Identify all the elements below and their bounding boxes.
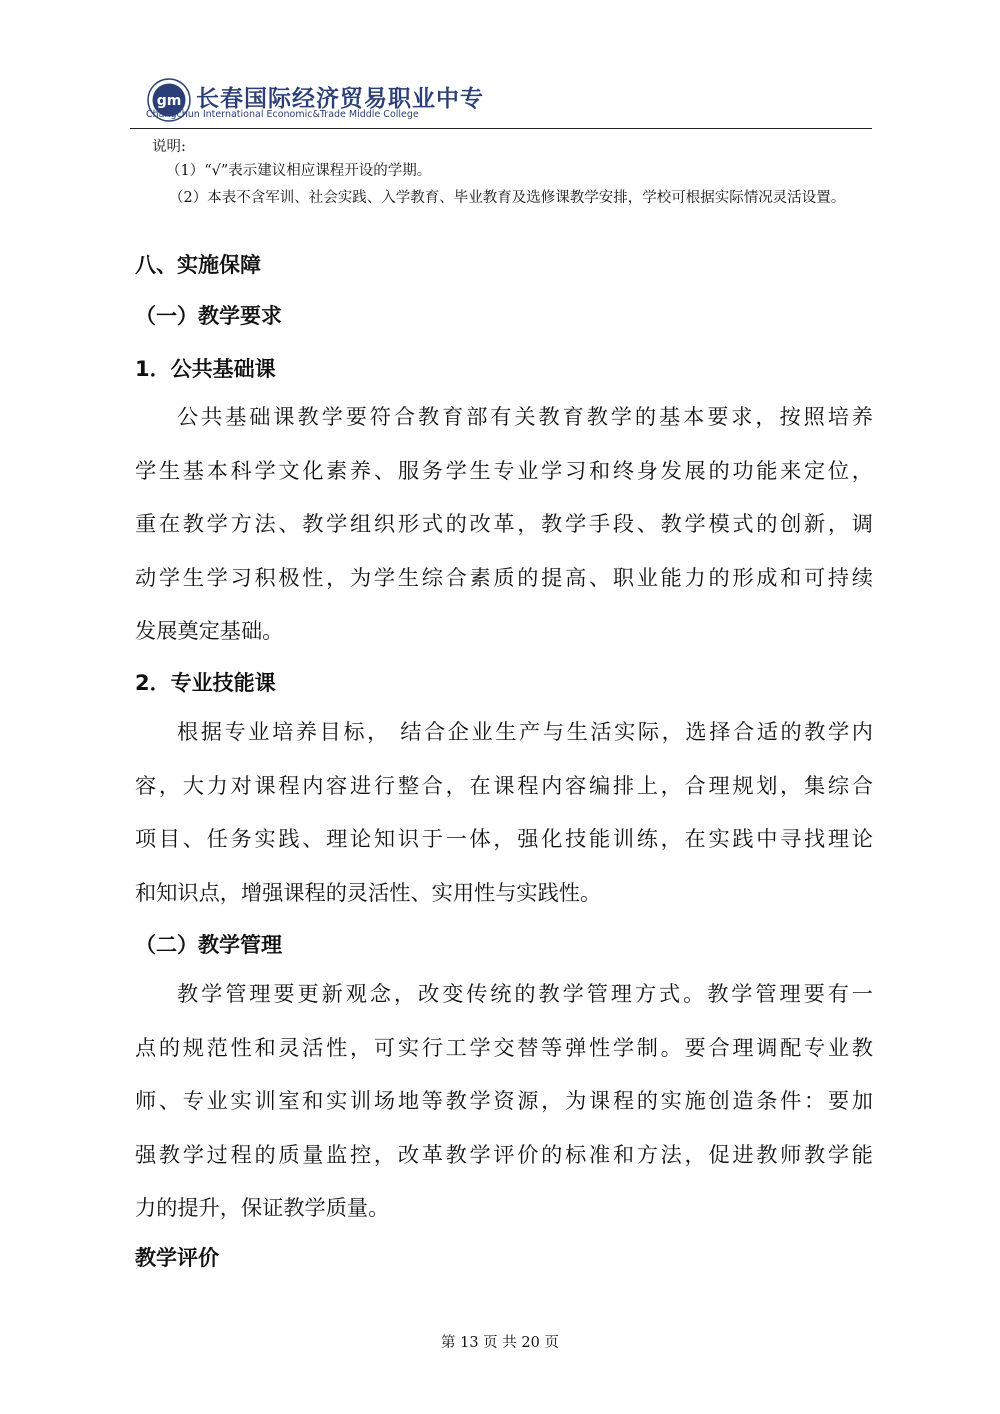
paragraph-skill-courses (135, 705, 873, 919)
school-name-cn: 长春国际经济贸易职业中专 (196, 85, 484, 112)
school-name-en: Changchun International Economic&Trade Middle College (146, 109, 419, 120)
note-item-2: （2）本表不含军训、社会实践、入学教育、毕业教育及选修课教学安排，学校可根据实际情况灵活设置。 (169, 190, 846, 206)
header-divider (130, 128, 872, 129)
section-title: 八、实施保障 (135, 253, 261, 277)
paragraph-line: 和知识点，增强课程的灵活性、实用性与实践性。 (135, 879, 602, 905)
paragraph-line: 学生基本科学文化素养、服务学生专业学习和终身发展的功能来定位， (135, 457, 873, 483)
paragraph-line: 强教学过程的质量监控，改革教学评价的标准和方法，促进教师教学能 (135, 1141, 873, 1167)
paragraph-line: 容，大力对课程内容进行整合，在课程内容编排上，合理规划，集综合 (135, 772, 873, 798)
paragraph-line: 师、专业实训室和实训场地等教学资源，为课程的实施创造条件：要加 (135, 1088, 873, 1113)
subsection-title-2: （二）教学管理 (135, 933, 282, 957)
paragraph-line: 公共基础课教学要符合教育部有关教育教学的基本要求，按照培养 (177, 404, 873, 429)
paragraph-public-courses (135, 390, 873, 658)
paragraph-line: 教学管理要更新观念，改变传统的教学管理方式。教学管理要有一 (177, 981, 873, 1006)
note-item-1: （1）“√”表示建议相应课程开设的学期。 (166, 163, 432, 179)
subsection-title-1: （一）教学要求 (135, 304, 282, 328)
paragraph-line: 发展奠定基础。 (135, 618, 284, 643)
note-label: 说明: (152, 139, 186, 155)
page-header (130, 72, 872, 130)
paragraph-teaching-management (135, 967, 873, 1235)
paragraph-line: 动学生学习积极性，为学生综合素质的提高、职业能力的形成和可持续 (135, 564, 873, 590)
part-title-1: 1．公共基础课 (135, 357, 276, 381)
teaching-evaluation-title: 教学评价 (135, 1246, 219, 1270)
part-title-2: 2．专业技能课 (135, 671, 276, 695)
paragraph-line: 项目、任务实践、理论知识于一体，强化技能训练，在实践中寻找理论 (135, 826, 873, 851)
page-number: 第 13 页 共 20 页 (441, 1335, 559, 1351)
paragraph-line: 根据专业培养目标， 结合企业生产与生活实际，选择合适的教学内 (177, 719, 873, 744)
paragraph-line: 重在教学方法、教学组织形式的改革，教学手段、教学模式的创新，调 (135, 511, 873, 536)
paragraph-line: 点的规范性和灵活性，可实行工学交替等弹性学制。要合理调配专业教 (135, 1034, 873, 1060)
logo-text: gm (156, 93, 182, 109)
paragraph-line: 力的提升，保证教学质量。 (135, 1195, 390, 1220)
